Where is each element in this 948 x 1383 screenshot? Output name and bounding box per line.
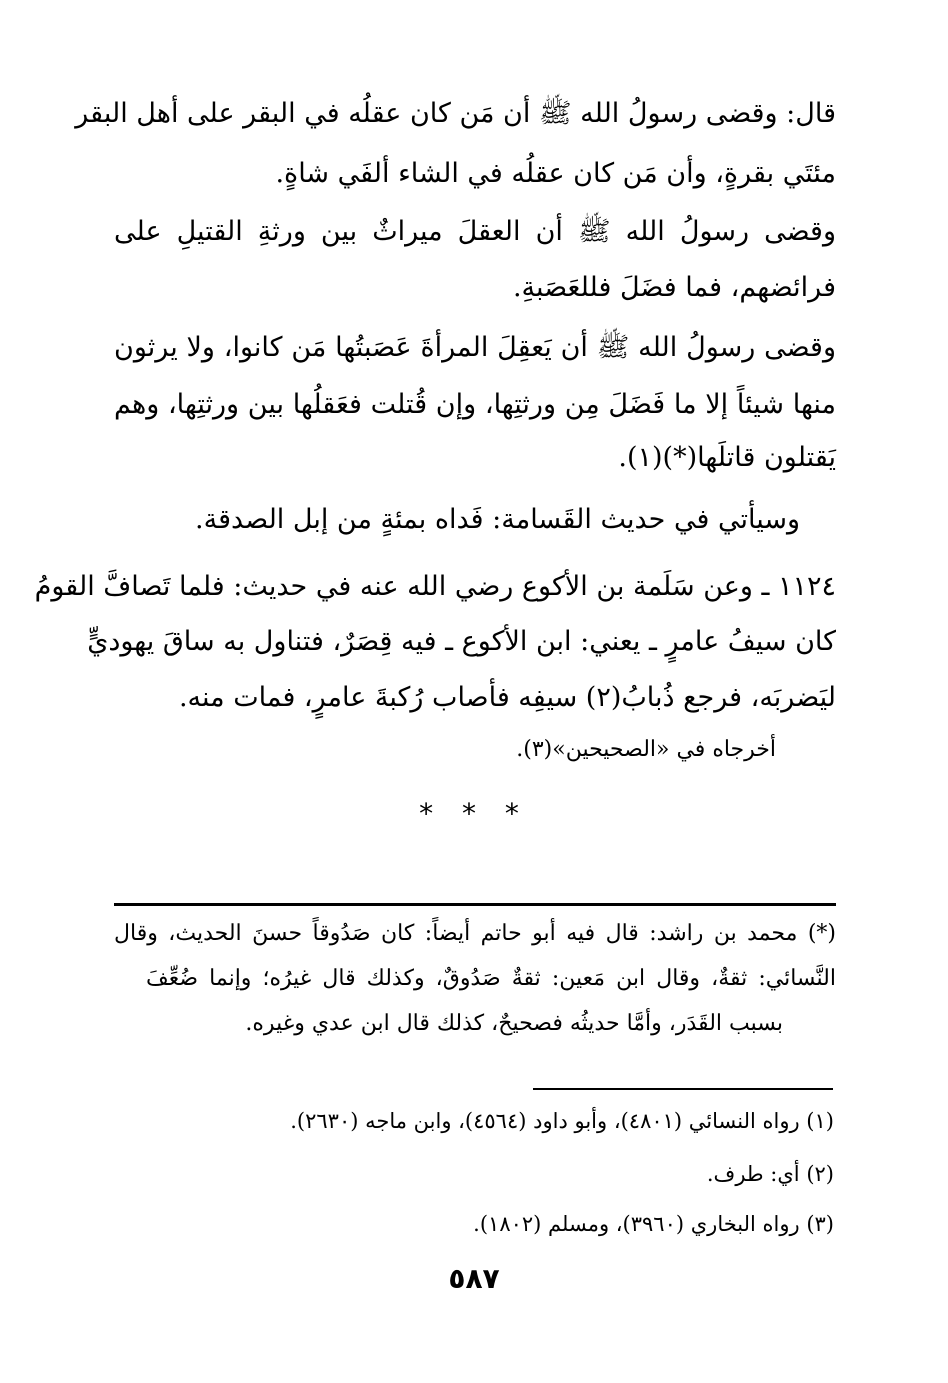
notes-divider [114,903,836,906]
page-number: ٥٨٧ [448,1262,500,1295]
footnote-2: (٢) أي: طرف. [706,1162,834,1186]
star-note-line-3: بسبب القَدَر، وأمَّا حديثُه فصحيحٌ، كذلك قال ابن عدي وغيره. [245,1011,783,1036]
body-line-4: فرائضهم، فما فضَلَ فللعَصَبةِ. [512,272,836,303]
footnote-3: (٣) رواه البخاري (٣٩٦٠)، ومسلم (١٨٠٢). [473,1212,834,1236]
body-line-5: وقضى رسولُ الله ﷺ أن يَعقِلَ المرأةَ عَصَبتُها مَن كانوا، ولا يرثون [114,332,836,363]
body-line-7: يَقتلون قاتلَها(*)(١). [618,442,836,473]
body-line-3: وقضى رسولُ الله ﷺ أن العقلَ ميراثٌ بين ورثةِ القتيلِ على [114,216,836,247]
footnote-1: (١) رواه النسائي (٤٨٠١)، وأبو داود (٤٥٦٤)، وابن ماجه (٢٦٣٠). [290,1109,834,1133]
body-line-2: مئتَي بقرةٍ، وأن مَن كان عقلُه في الشاء ألفَي شاةٍ. [275,158,836,189]
footnote-divider [533,1088,833,1090]
section-separator: * * * [419,797,529,830]
body-line-8: وسيأتي في حديث القَسامة: فَداه بمئةٍ من إبل الصدقة. [195,504,800,535]
body-line-9: ١١٢٤ ـ وعن سَلَمة بن الأكوع رضي الله عنه في حديث: فلما تَصافَّ القومُ [34,571,836,602]
body-line-1: قال: وقضى رسولُ الله ﷺ أن مَن كان عقلُه في البقر على أهل البقر [75,98,836,129]
body-line-11: ليَضربَه، فرجع ذُبابُ(٢) سيفِه فأصاب رُكبةَ عامرٍ، فمات منه. [178,682,836,713]
star-note-line-2: النَّسائي: ثقةٌ، وقال ابن مَعين: ثقةٌ صَدُوقٌ، وكذلك قال غيرُه؛ وإنما ضُعِّفَ [146,966,837,991]
body-line-6: منها شيئاً إلا ما فَضَلَ مِن ورثتِها، وإن قُتلت فعَقلُها بين ورثتِها، وهم [114,389,836,420]
star-note-line-1: (*) محمد بن راشد: قال فيه أبو حاتم أيضاً: كان صَدُوقاً حسنَ الحديث، وقال [114,921,836,946]
body-line-10: كان سيفُ عامرٍ ـ يعني: ابن الأكوع ـ فيه قِصَرٌ، فتناول به ساقَ يهوديٍّ [87,626,836,657]
source-line: أخرجاه في «الصحيحين»(٣). [516,737,776,762]
